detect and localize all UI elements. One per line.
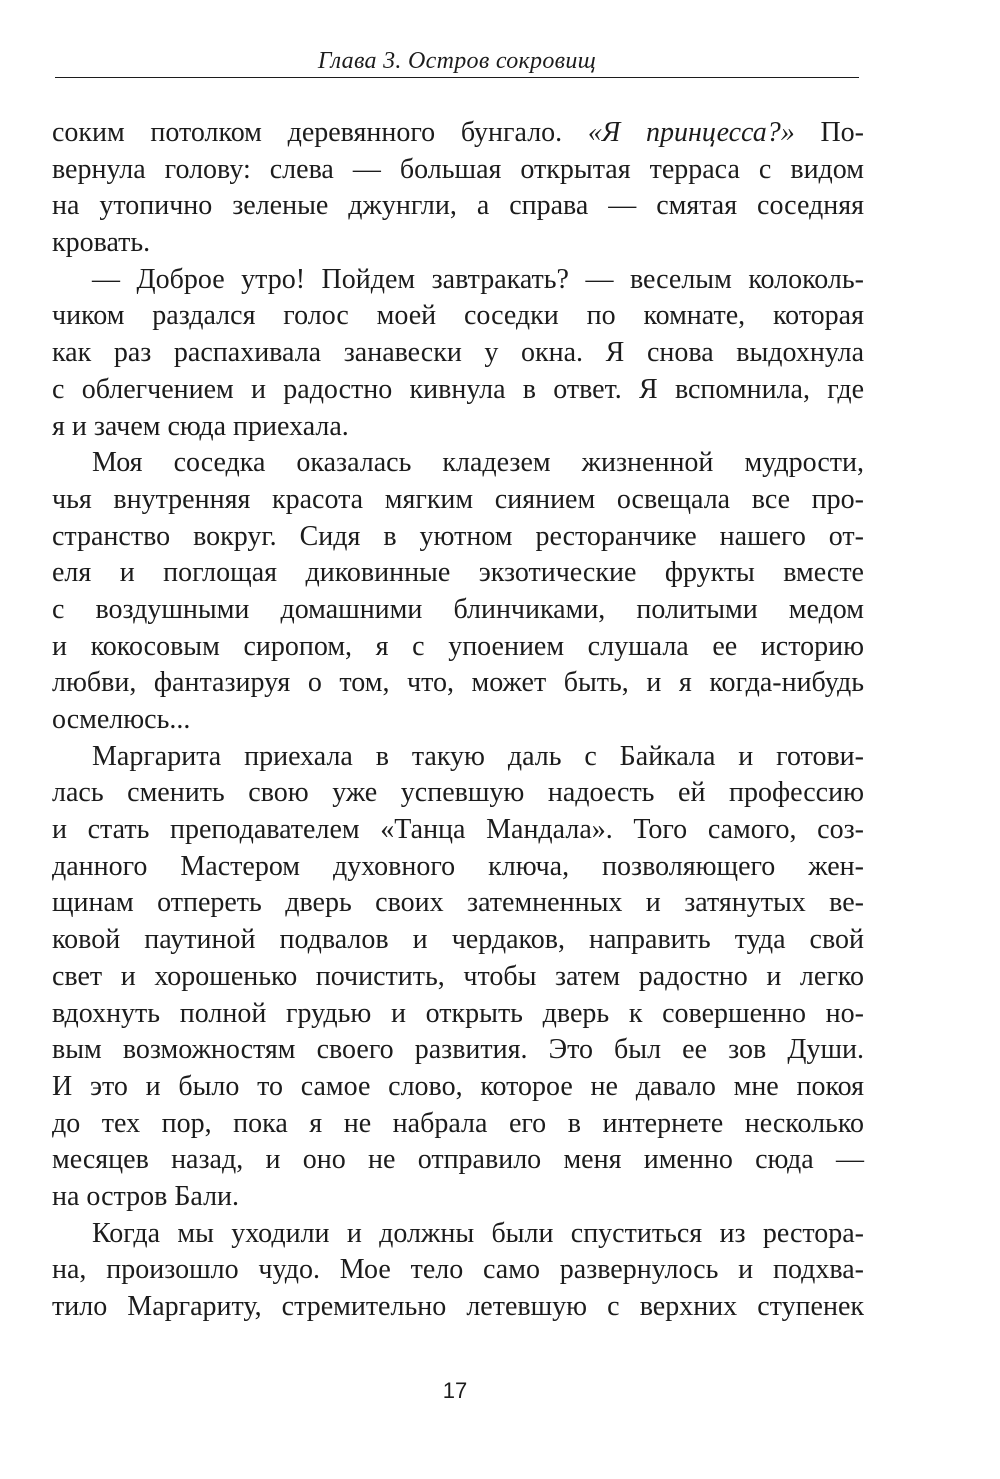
text-line: чиком раздался голос моей соседки по комнате, которая — [52, 300, 864, 332]
text-line: ковой паутиной подвалов и чердаков, направить туда свой — [52, 924, 864, 956]
text-line: я и зачем сюда приехала. — [52, 410, 349, 442]
text-line: тило Маргариту, стремительно летевшую с верхних ступенек — [52, 1291, 864, 1322]
text-line: — Доброе утро! Пойдем завтракать? — веселым колоколь- — [92, 263, 864, 295]
text-line: И это и было то самое слово, которое не давало мне покоя — [52, 1070, 864, 1102]
text-line: с облегчением и радостно кивнула в ответ. Я вспомнила, где — [52, 373, 864, 405]
line-tail: По- — [794, 117, 865, 148]
text-line: на остров Бали. — [52, 1180, 240, 1212]
header-rule — [55, 77, 859, 78]
text-line: чья внутренняя красота мягким сиянием освещала все про- — [52, 483, 864, 515]
text-line: Когда мы уходили и должны были спуститься из рестора- — [92, 1217, 864, 1249]
text-line: Маргарита приехала в такую даль с Байкала и готови- — [92, 740, 864, 772]
text-line: и кокосовым сиропом, я с упоением слушала ее историю — [52, 630, 864, 662]
text-line: на, произошло чудо. Мое тело само развернулось и подхва- — [52, 1254, 864, 1286]
text-line: и стать преподавателем «Танца Мандала». Того самого, соз- — [52, 814, 864, 846]
text-line: щинам отпереть дверь своих затемненных и затянутых ве- — [52, 887, 864, 919]
text-line: вым возможностям своего развития. Это был ее зов Души. — [52, 1034, 864, 1066]
text-line: с воздушными домашними блинчиками, политыми медом — [52, 593, 864, 625]
text-line: осмелюсь... — [52, 704, 191, 735]
text-line: лась сменить свою уже успевшую надоесть ей профессию — [52, 777, 864, 809]
text-line: на утопично зеленые джунгли, а справа — смятая соседняя — [52, 190, 864, 222]
text-line: до тех пор, пока я не набрала его в интернете несколько — [52, 1107, 864, 1139]
text-line: Моя соседка оказалась кладезем жизненной мудрости, — [92, 447, 864, 479]
page-number: 17 — [442, 1378, 468, 1403]
running-head: Глава 3. Остров сокровищ — [317, 48, 597, 74]
line-text: соким потолком деревянного бунгало. — [52, 117, 588, 148]
text-line: данного Мастером духовного ключа, позволяющего жен- — [52, 850, 864, 882]
text-line: вдохнуть полной грудью и открыть дверь к совершенно но- — [52, 997, 864, 1029]
text-line: вернула голову: слева — большая открытая терраса с видом — [52, 153, 864, 185]
text-line: свет и хорошенько почистить, чтобы затем радостно и легко — [52, 960, 864, 992]
text-line: любви, фантазируя о том, что, может быть, и я когда-нибудь — [52, 667, 864, 699]
text-line — [52, 115, 864, 152]
text-line: как раз распахивала занавески у окна. Я снова выдохнула — [52, 337, 864, 369]
text-line: странство вокруг. Сидя в уютном ресторанчике нашего от- — [52, 520, 864, 552]
text-line: месяцев назад, и оно не отправило меня именно сюда — — [52, 1144, 864, 1176]
text-line: кровать. — [52, 227, 151, 259]
emphasis-text: «Я принцесса?» — [587, 117, 795, 148]
body-text — [52, 115, 864, 1326]
text-line: еля и поглощая диковинные экзотические фрукты вместе — [52, 557, 864, 589]
